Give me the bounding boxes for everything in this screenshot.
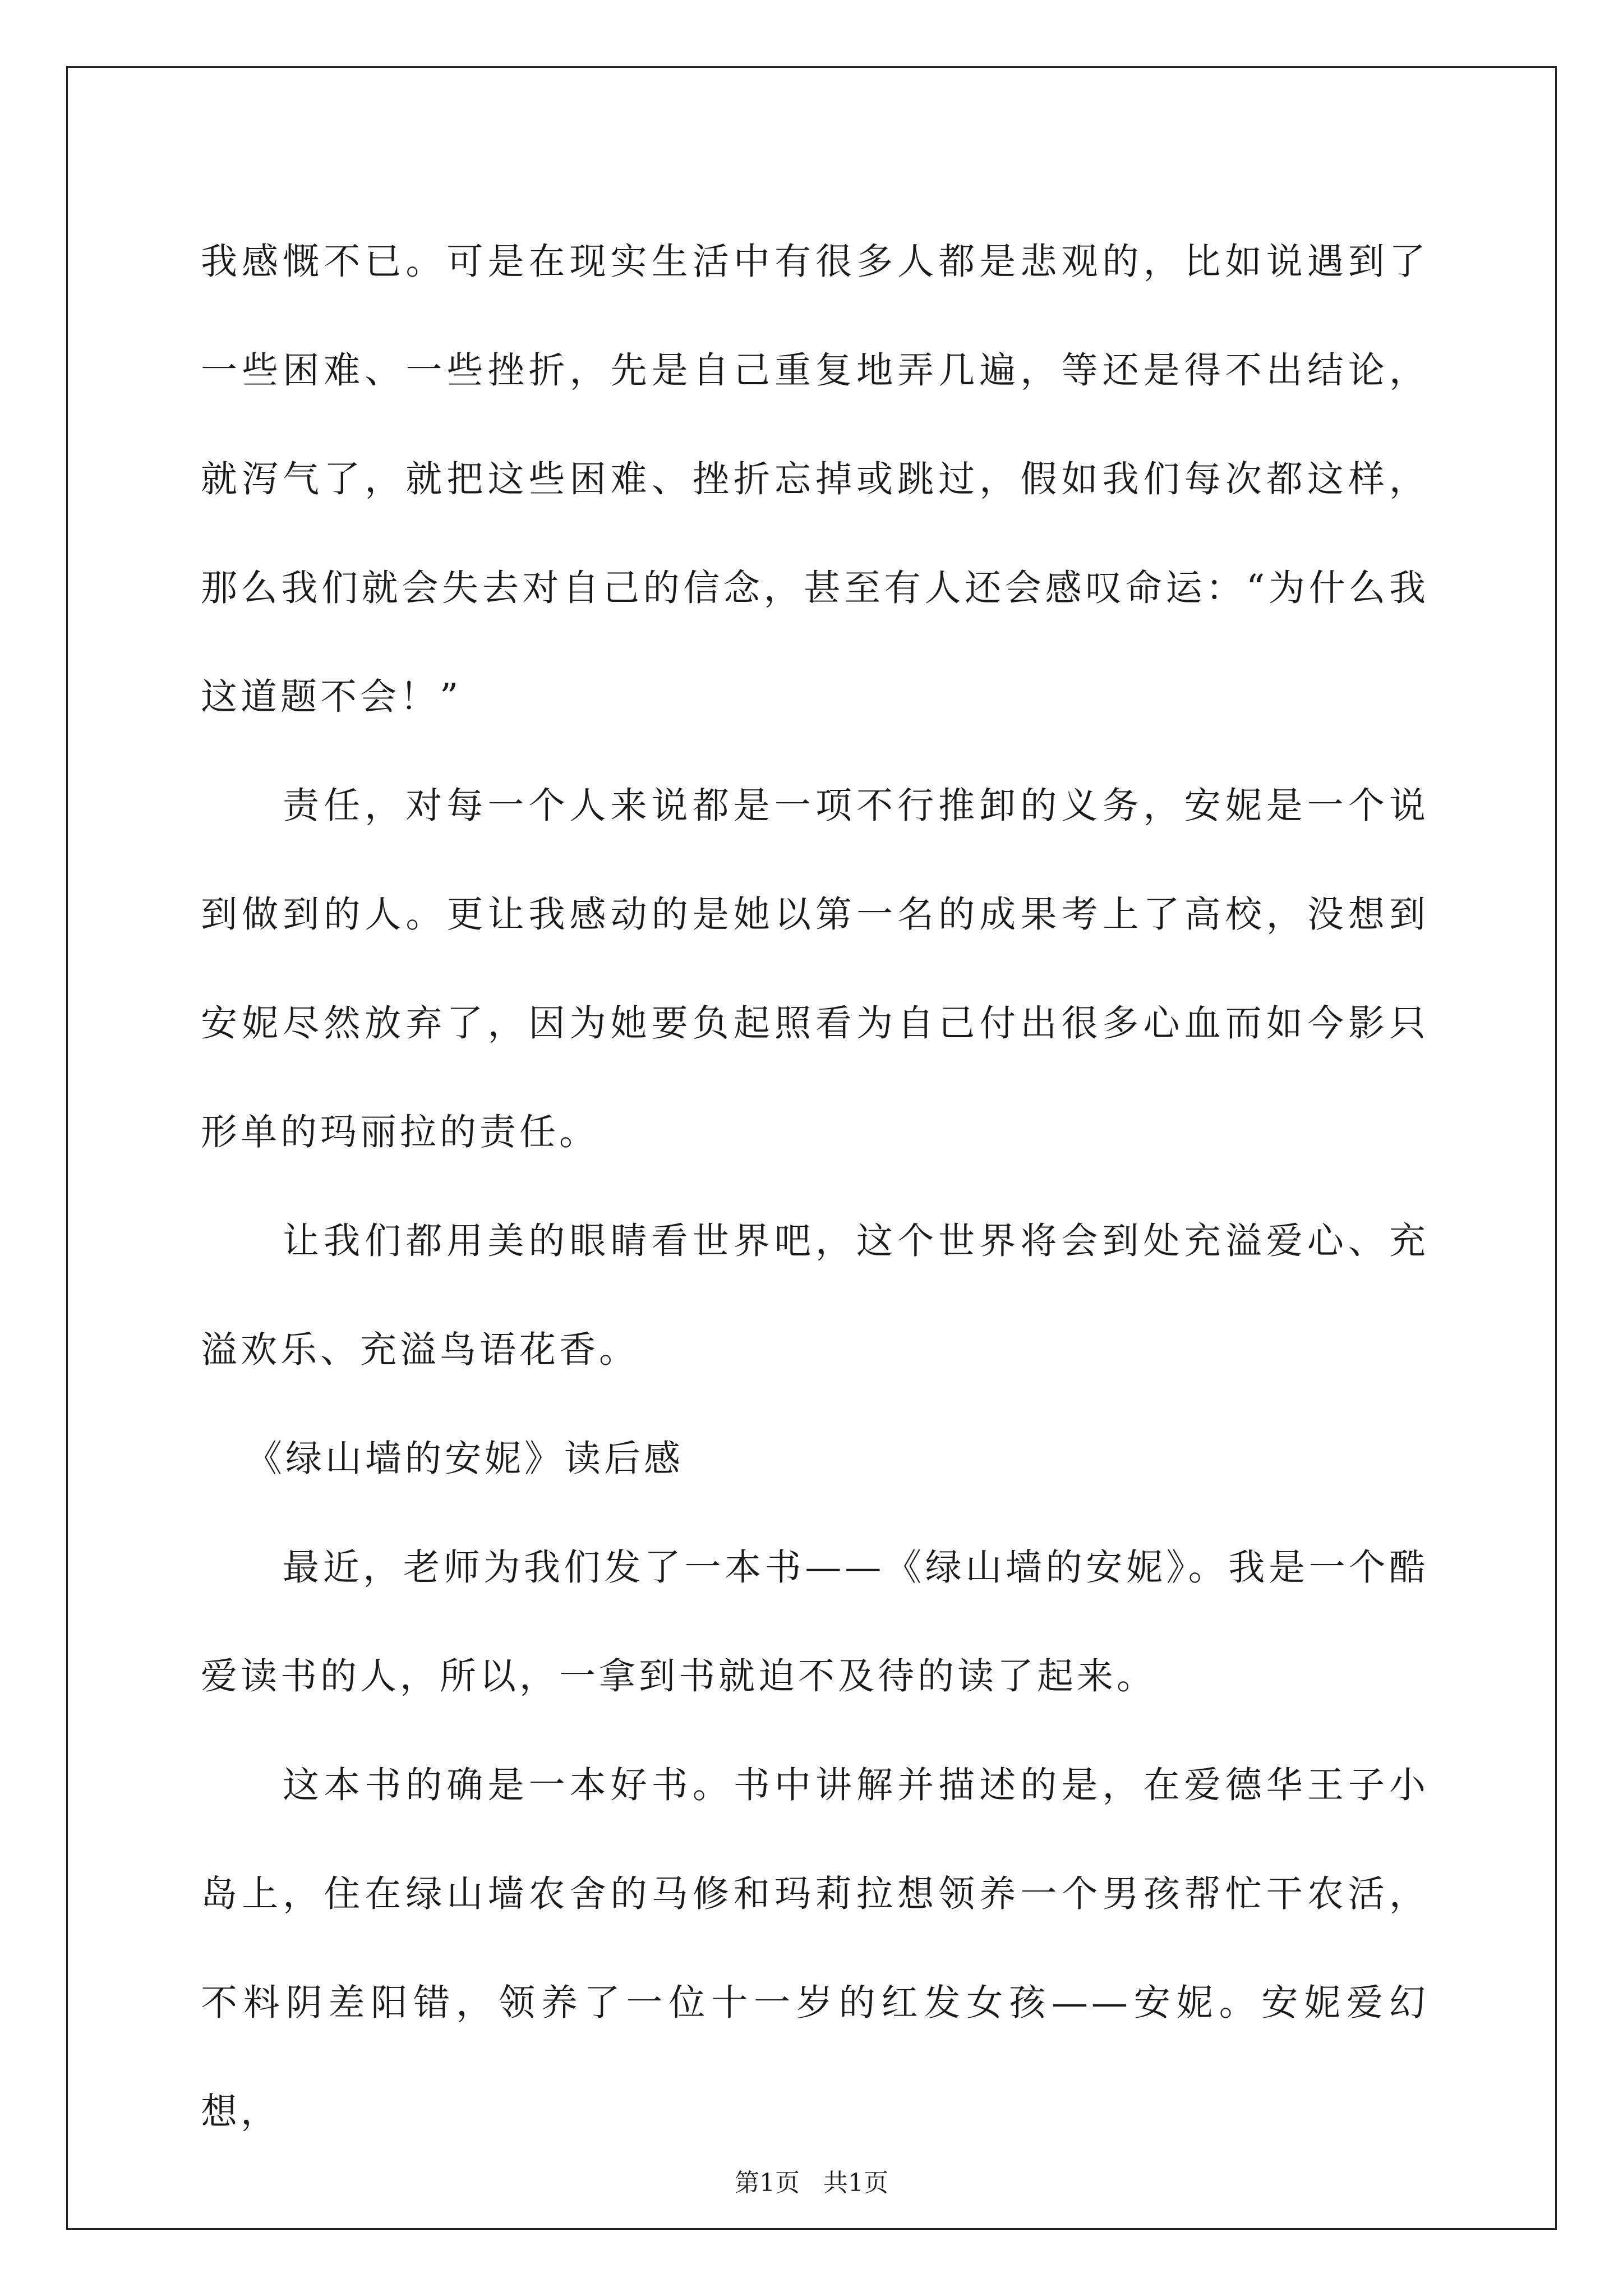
paragraph-1: 我感慨不已。可是在现实生活中有很多人都是悲观的，比如说遇到了一些困难、一些挫折，先是自己重复地弄几遍，等还是得不出结论，就泻气了，就把这些困难、挫折忘掉或跳过，假如我们每次都这样，那么我们就会失去对自己的信念，甚至有人还会感叹命运：“为什么我这道题不会！” <box>201 241 1429 718</box>
page-total: 共1页 <box>823 2169 888 2197</box>
paragraph-3: 让我们都用美的眼睛看世界吧，这个世界将会到处充溢爱心、充溢欢乐、充溢鸟语花香。 <box>201 1220 1429 1371</box>
section-title: 《绿山墙的安妮》读后感 <box>246 1438 684 1480</box>
paragraph-5: 这本书的确是一本好书。书中讲解并描述的是，在爱德华王子小岛上，住在绿山墙农舍的马修和玛莉拉想领养一个男孩帮忙干农活，不料阴差阳错，领养了一位十一岁的红发女孩——安妮。安妮爱幻想， <box>201 1764 1429 2133</box>
page-footer <box>0 2166 1623 2200</box>
paragraph-2: 责任，对每一个人来说都是一项不行推卸的义务，安妮是一个说到做到的人。更让我感动的是她以第一名的成果考上了高校，没想到安妮尽然放弃了，因为她要负起照看为自己付出很多心血而如今影只形单的玛丽拉的责任。 <box>201 785 1429 1153</box>
document-body <box>201 208 1429 2166</box>
paragraph-4: 最近，老师为我们发了一本书——《绿山墙的安妮》。我是一个酷爱读书的人，所以，一拿到书就迫不及待的读了起来。 <box>201 1547 1429 1697</box>
page-number: 第1页 <box>735 2169 800 2197</box>
